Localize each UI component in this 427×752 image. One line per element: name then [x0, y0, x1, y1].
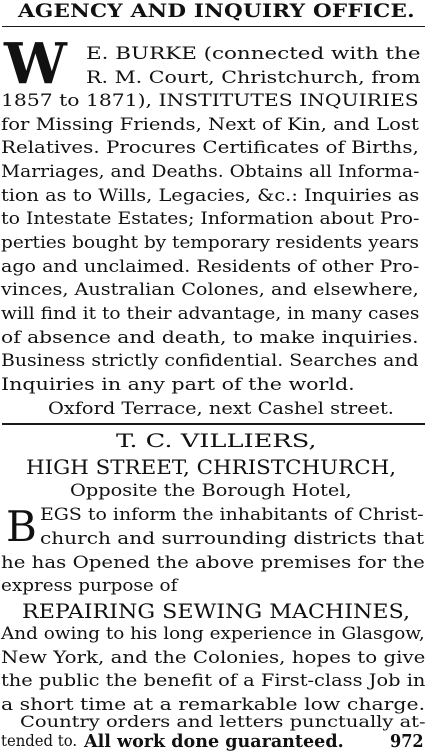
- ad1-line: 1857 to 1871), INSTITUTES INQUIRIES: [1, 91, 419, 111]
- ad2-line: church and surrounding districts that: [40, 529, 425, 549]
- ad2-line: And owing to his long experience in Glasgow,: [1, 624, 425, 644]
- divider-between-ads: [2, 423, 425, 425]
- ad1-dropcap: W: [4, 31, 65, 97]
- ad1-line: ago and unclaimed. Residents of other Pro-: [1, 257, 420, 277]
- ad1-line: Relatives. Procures Certificates of Births,: [1, 138, 419, 158]
- ad1-line: Marriages, and Deaths. Obtains all Informa-: [1, 162, 420, 182]
- ad1-line: will find it to their advantage, in many cases: [1, 304, 420, 324]
- ad2-line: EGS to inform the inhabitants of Christ-: [40, 505, 424, 525]
- ad1-line: E. BURKE (connected with the: [86, 44, 421, 64]
- ad2-opposite: Opposite the Borough Hotel,: [70, 481, 352, 501]
- ad1-line: perties bought by temporary residents years: [1, 233, 419, 253]
- ad2-guarantee: All work done guaranteed.: [84, 731, 344, 752]
- ad2-dropcap: B: [6, 502, 37, 551]
- ad2-line: he has Opened the above premises for the: [1, 553, 425, 573]
- ad1-line: of absence and death, to make inquiries.: [1, 328, 419, 348]
- ad1-address: Oxford Terrace, next Cashel street.: [48, 399, 394, 419]
- ad2-line: a short time at a remarkable low charge.: [1, 695, 426, 715]
- divider-top: [2, 26, 425, 27]
- ad1-line: vinces, Australian Colones, and elsewhere,: [1, 280, 419, 300]
- ad1-line: tion as to Wills, Legacies, &c.: Inquiries as: [1, 186, 420, 206]
- ad1-heading: AGENCY AND INQUIRY OFFICE.: [18, 0, 415, 22]
- ad2-line: the public the benefit of a First-class Job in: [1, 671, 426, 691]
- ad1-line: to Intestate Estates; Information about Pro-: [1, 209, 420, 229]
- ad2-number: 972: [390, 731, 424, 752]
- ad1-line: for Missing Friends, Next of Kin, and Lost: [1, 115, 419, 135]
- ad1-line: Business strictly confidential. Searches and: [1, 351, 419, 371]
- ad2-street: HIGH STREET, CHRISTCHURCH,: [26, 455, 397, 479]
- ad2-line: Country orders and letters punctually at-: [20, 712, 426, 731]
- ad2-line: tended to.: [1, 731, 78, 750]
- ad2-line: New York, and the Colonies, hopes to give: [1, 648, 426, 668]
- ad2-line: express purpose of: [1, 576, 178, 596]
- ad1-line: Inquiries in any part of the world.: [1, 375, 355, 395]
- ad2-name: T. C. VILLIERS,: [116, 430, 317, 452]
- ad2-headline: REPAIRING SEWING MACHINES,: [22, 599, 411, 623]
- ad1-line: R. M. Court, Christchurch, from: [86, 68, 421, 88]
